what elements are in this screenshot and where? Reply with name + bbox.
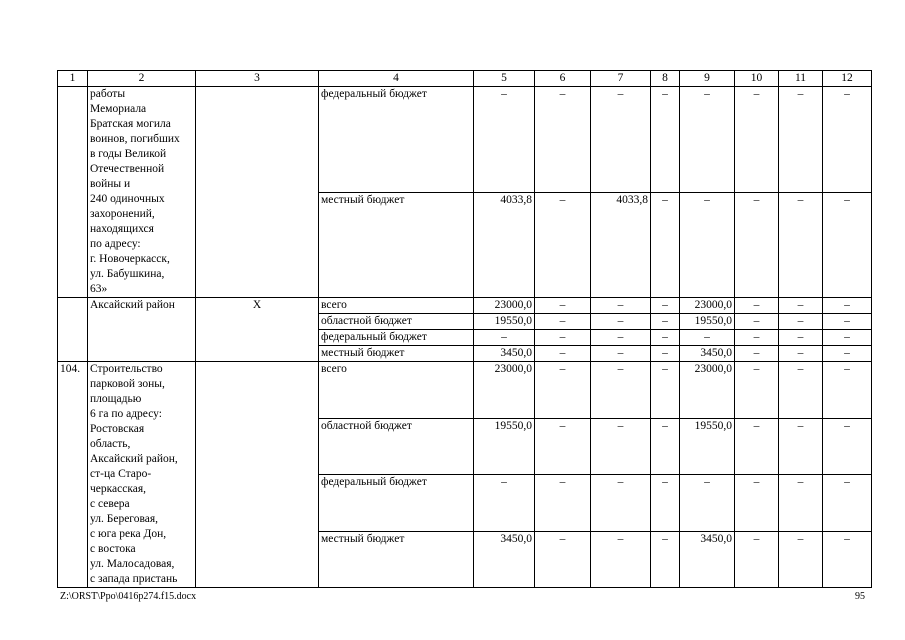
value-cell: 3450,0 <box>680 531 735 588</box>
row-number <box>58 298 88 362</box>
value-cell: – <box>651 531 680 588</box>
object-name: Аксайский район <box>88 298 196 362</box>
value-cell: 23000,0 <box>680 362 735 419</box>
column-header-4: 4 <box>319 71 474 87</box>
value-cell: – <box>591 314 651 330</box>
value-cell: – <box>535 314 591 330</box>
value-cell: – <box>535 346 591 362</box>
funding-source: федеральный бюджет <box>319 475 474 532</box>
value-cell: – <box>779 475 823 532</box>
value-cell: 23000,0 <box>680 298 735 314</box>
value-cell: – <box>474 330 535 346</box>
value-cell: – <box>735 298 779 314</box>
funding-source: всего <box>319 362 474 419</box>
value-cell: – <box>680 87 735 193</box>
funding-source: местный бюджет <box>319 531 474 588</box>
column-header-9: 9 <box>680 71 735 87</box>
funding-source: федеральный бюджет <box>319 330 474 346</box>
value-cell: – <box>735 87 779 193</box>
object-name: работы Мемориала Братская могила воинов, погибших в годы Великой Отечественной войны и 240 одиночных захоронений, находящихся по адресу: г. Новочеркасск, ул. Бабушкина, 63» <box>88 87 196 298</box>
header-row <box>58 71 872 87</box>
value-cell: – <box>735 475 779 532</box>
value-cell: – <box>735 531 779 588</box>
value-cell: – <box>535 87 591 193</box>
value-cell: 19550,0 <box>680 314 735 330</box>
value-cell: – <box>823 87 872 193</box>
value-cell: – <box>535 330 591 346</box>
column-header-1: 1 <box>58 71 88 87</box>
column-3-cell <box>196 362 319 588</box>
value-cell: – <box>651 87 680 193</box>
value-cell: – <box>591 346 651 362</box>
value-cell: 19550,0 <box>474 314 535 330</box>
value-cell: – <box>651 192 680 298</box>
budget-table <box>57 70 872 588</box>
funding-source: местный бюджет <box>319 192 474 298</box>
value-cell: – <box>535 298 591 314</box>
value-cell: – <box>779 192 823 298</box>
value-cell: – <box>823 475 872 532</box>
table-row <box>58 298 872 314</box>
value-cell: – <box>651 298 680 314</box>
column-3-cell: Х <box>196 298 319 362</box>
value-cell: – <box>591 531 651 588</box>
value-cell: – <box>823 192 872 298</box>
column-header-12: 12 <box>823 71 872 87</box>
page-number: 95 <box>855 591 865 602</box>
column-header-6: 6 <box>535 71 591 87</box>
value-cell: 3450,0 <box>680 346 735 362</box>
value-cell: 23000,0 <box>474 298 535 314</box>
funding-source: федеральный бюджет <box>319 87 474 193</box>
value-cell: – <box>535 531 591 588</box>
value-cell: – <box>535 362 591 419</box>
value-cell: – <box>735 330 779 346</box>
value-cell: – <box>823 346 872 362</box>
value-cell: – <box>779 418 823 475</box>
value-cell: – <box>680 475 735 532</box>
funding-source: всего <box>319 298 474 314</box>
value-cell: – <box>591 298 651 314</box>
column-header-7: 7 <box>591 71 651 87</box>
footer-file-path: Z:\ORST\Ppo\0416p274.f15.docx <box>60 591 197 602</box>
value-cell: – <box>651 314 680 330</box>
funding-source: местный бюджет <box>319 346 474 362</box>
column-3-cell <box>196 87 319 298</box>
funding-source: областной бюджет <box>319 418 474 475</box>
value-cell: – <box>779 531 823 588</box>
value-cell: 3450,0 <box>474 346 535 362</box>
value-cell: – <box>680 192 735 298</box>
value-cell: – <box>535 192 591 298</box>
row-number <box>58 87 88 298</box>
value-cell: – <box>591 418 651 475</box>
value-cell: – <box>823 298 872 314</box>
value-cell: – <box>591 330 651 346</box>
column-header-3: 3 <box>196 71 319 87</box>
value-cell: – <box>735 346 779 362</box>
value-cell: 4033,8 <box>591 192 651 298</box>
value-cell: – <box>823 330 872 346</box>
value-cell: 4033,8 <box>474 192 535 298</box>
value-cell: – <box>535 418 591 475</box>
value-cell: – <box>823 531 872 588</box>
value-cell: – <box>651 418 680 475</box>
value-cell: – <box>735 314 779 330</box>
value-cell: – <box>591 362 651 419</box>
value-cell: – <box>735 362 779 419</box>
table-row <box>58 87 872 193</box>
value-cell: – <box>591 475 651 532</box>
value-cell: – <box>651 346 680 362</box>
value-cell: – <box>680 330 735 346</box>
column-header-8: 8 <box>651 71 680 87</box>
value-cell: – <box>779 87 823 193</box>
funding-source: областной бюджет <box>319 314 474 330</box>
value-cell: – <box>779 314 823 330</box>
value-cell: – <box>651 362 680 419</box>
value-cell: – <box>779 298 823 314</box>
value-cell: – <box>591 87 651 193</box>
value-cell: 19550,0 <box>474 418 535 475</box>
value-cell: – <box>779 362 823 419</box>
object-name: Строительство парковой зоны, площадью 6 га по адресу: Ростовская область, Аксайский район, ст-ца Старо- черкасская, с севера ул. Береговая, с юга река Дон, с востока ул. Малосадовая, с запада пристань <box>88 362 196 588</box>
value-cell: – <box>823 314 872 330</box>
value-cell: 23000,0 <box>474 362 535 419</box>
value-cell: – <box>823 418 872 475</box>
column-header-5: 5 <box>474 71 535 87</box>
value-cell: – <box>474 87 535 193</box>
value-cell: – <box>651 475 680 532</box>
column-header-10: 10 <box>735 71 779 87</box>
value-cell: – <box>535 475 591 532</box>
value-cell: – <box>735 192 779 298</box>
value-cell: – <box>779 330 823 346</box>
value-cell: 19550,0 <box>680 418 735 475</box>
column-header-2: 2 <box>88 71 196 87</box>
row-number: 104. <box>58 362 88 588</box>
value-cell: – <box>651 330 680 346</box>
column-header-11: 11 <box>779 71 823 87</box>
value-cell: – <box>823 362 872 419</box>
table-row <box>58 362 872 419</box>
value-cell: – <box>779 346 823 362</box>
value-cell: 3450,0 <box>474 531 535 588</box>
value-cell: – <box>474 475 535 532</box>
value-cell: – <box>735 418 779 475</box>
